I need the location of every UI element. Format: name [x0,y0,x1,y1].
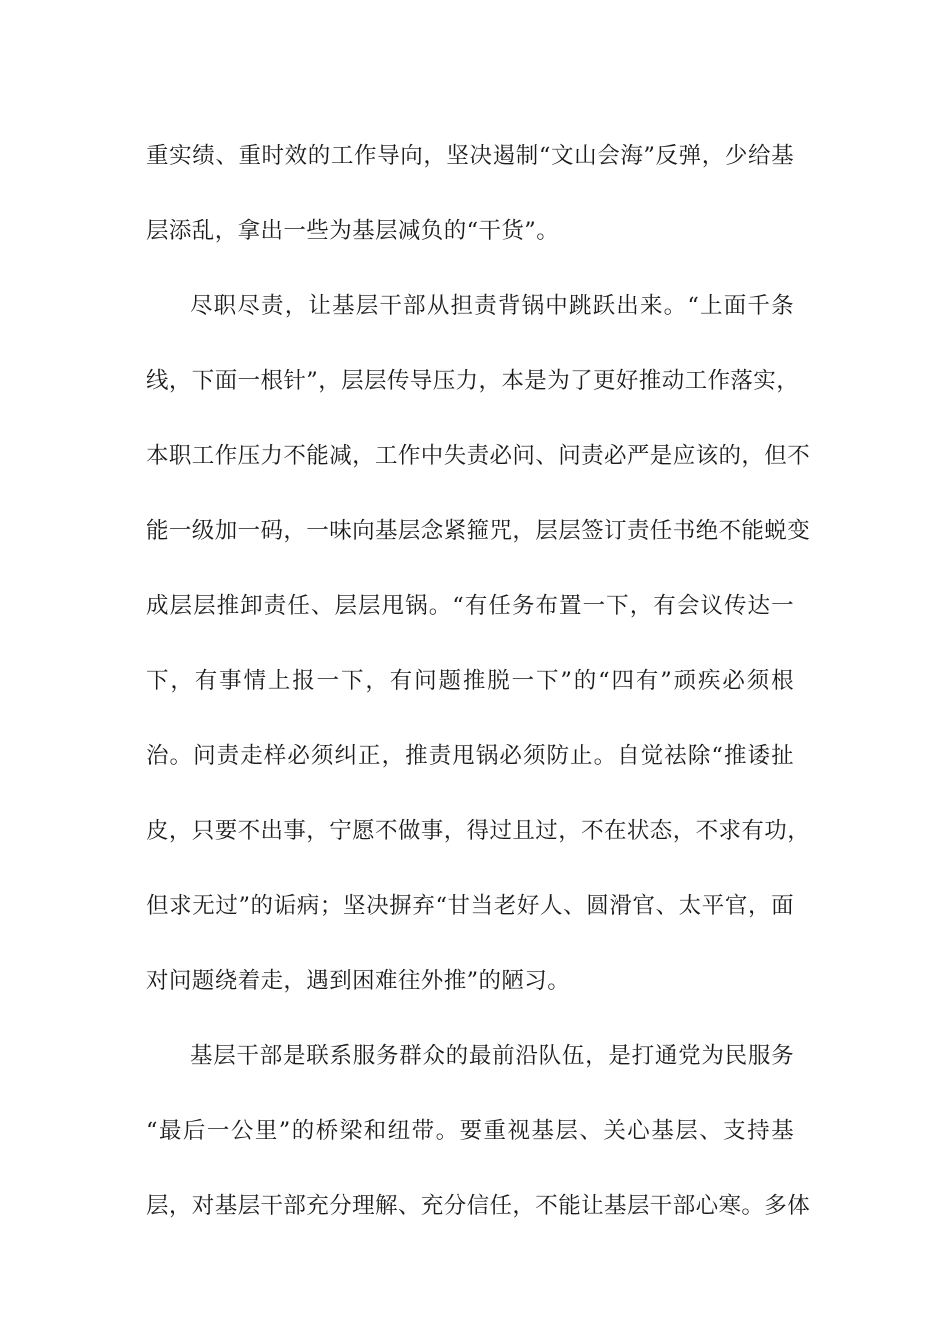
text-line: 下，有事情上报一下，有问题推脱一下”的“四有”顽疾必须根 [146,668,794,694]
text-line: 层，对基层干部充分理解、充分信任，不能让基层干部心寒。多体 [146,1193,811,1219]
text-line: 本职工作压力不能减，工作中失责必问、问责必严是应该的，但不 [146,443,811,469]
text-line: 能一级加一码，一味向基层念紧箍咒，层层签订责任书绝不能蜕变 [146,518,811,544]
text-line: 对问题绕着走，遇到困难往外推”的陋习。 [146,968,571,994]
text-line: 皮，只要不出事，宁愿不做事，得过且过，不在状态，不求有功， [146,818,811,844]
text-line: 线，下面一根针”，层层传导压力，本是为了更好推动工作落实， [146,368,800,394]
text-line: 重实绩、重时效的工作导向，坚决遏制“文山会海”反弹，少给基 [146,143,794,169]
text-line: 治。问责走样必须纠正，推责甩锅必须防止。自觉祛除“推诿扯 [146,743,794,769]
text-line: “最后一公里”的桥梁和纽带。要重视基层、关心基层、支持基 [146,1118,794,1144]
text-line: 层添乱，拿出一些为基层减负的“干货”。 [146,218,560,244]
paragraph-start-line: 基层干部是联系服务群众的最前沿队伍，是打通党为民服务 [190,1043,794,1069]
text-line: 但求无过”的诟病；坚决摒弃“甘当老好人、圆滑官、太平官，面 [146,893,794,919]
text-line: 成层层推卸责任、层层甩锅。“有任务布置一下，有会议传达一 [146,593,794,619]
paragraph-start-line: 尽职尽责，让基层干部从担责背锅中跳跃出来。“上面千条 [190,293,794,319]
